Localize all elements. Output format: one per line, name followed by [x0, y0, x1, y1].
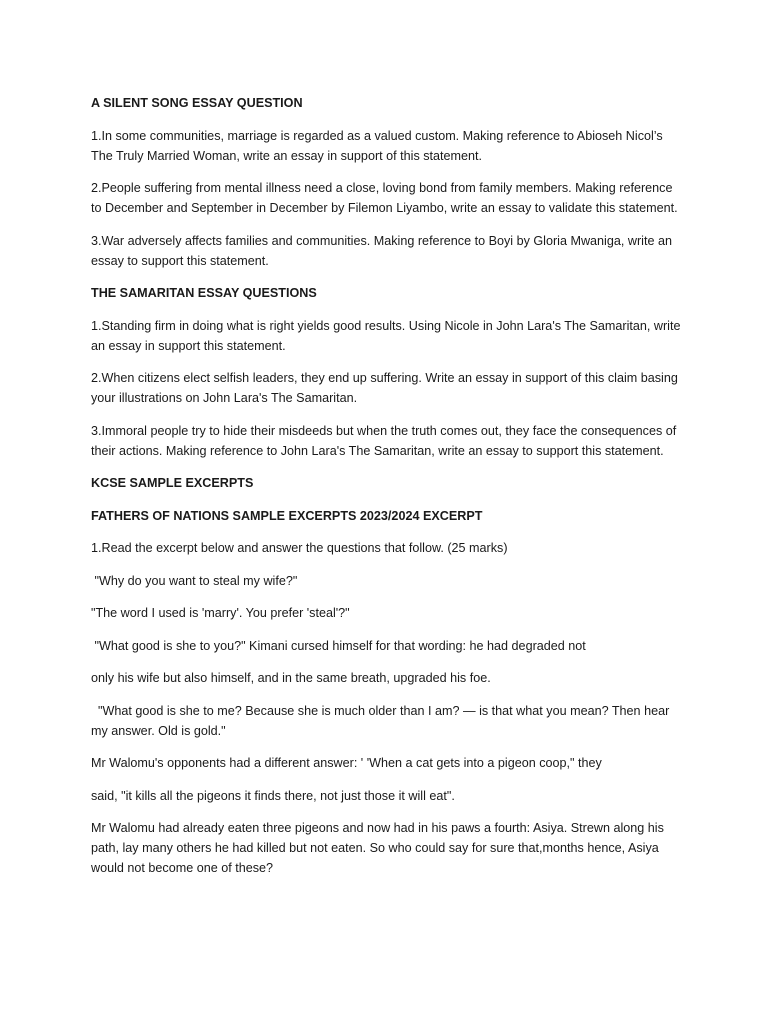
excerpt-paragraph: "The word I used is 'marry'. You prefer 'steal'?" [91, 606, 350, 620]
question-paragraph: 2.When citizens elect selfish leaders, they end up suffering. Write an essay in support of this claim basing your illustrations on John Lara's The Samaritan. [91, 371, 682, 405]
heading-samaritan: THE SAMARITAN ESSAY QUESTIONS [91, 286, 317, 300]
excerpt-paragraph: Mr Walomu had already eaten three pigeons and now had in his paws a fourth: Asiya. Strewn along his path, lay many others he had killed but not eaten. So who could say for sure that,months hence, Asiya would not become one of these? [91, 821, 668, 875]
heading-fathers-of-nations: FATHERS OF NATIONS SAMPLE EXCERPTS 2023/2024 EXCERPT [91, 508, 483, 523]
excerpt-paragraph: "What good is she to me? Because she is much older than I am? — is that what you mean? Then hear my answer. Old is gold." [91, 703, 673, 738]
question-paragraph: 3.Immoral people try to hide their misdeeds but when the truth comes out, they face the consequences of their actions. Making reference to John Lara's The Samaritan, write an essay to support this statement. [91, 423, 680, 458]
question-paragraph: 2.People suffering from mental illness need a close, loving bond from family members. Making reference to December and September in December by Filemon Liyambo, write an essay to validate this statement. [91, 181, 678, 215]
excerpt-paragraph: Mr Walomu's opponents had a different answer: ' 'When a cat gets into a pigeon coop," they [91, 756, 602, 770]
document-page [91, 93, 684, 891]
question-paragraph: 1.In some communities, marriage is regarded as a valued custom. Making reference to Abioseh Nicol’s The Truly Married Woman, write an essay in support of this statement. [91, 128, 666, 163]
question-paragraph: 1.Standing firm in doing what is right yields good results. Using Nicole in John Lara's The Samaritan, write an essay in support this statement. [91, 318, 684, 353]
excerpt-paragraph: "What good is she to you?" Kimani cursed himself for that wording: he had degraded not [91, 638, 586, 653]
heading-kcse-excerpts: KCSE SAMPLE EXCERPTS [91, 476, 254, 490]
heading-silent-song: A SILENT SONG ESSAY QUESTION [91, 96, 303, 110]
excerpt-paragraph: only his wife but also himself, and in the same breath, upgraded his foe. [91, 671, 491, 685]
excerpt-paragraph: 1.Read the excerpt below and answer the questions that follow. (25 marks) [91, 541, 508, 555]
question-paragraph: 3.War adversely affects families and communities. Making reference to Boyi by Gloria Mwaniga, write an essay to support this statement. [91, 233, 676, 268]
excerpt-paragraph: "Why do you want to steal my wife?" [91, 573, 298, 588]
excerpt-paragraph: said, "it kills all the pigeons it finds there, not just those it will eat". [91, 788, 455, 803]
